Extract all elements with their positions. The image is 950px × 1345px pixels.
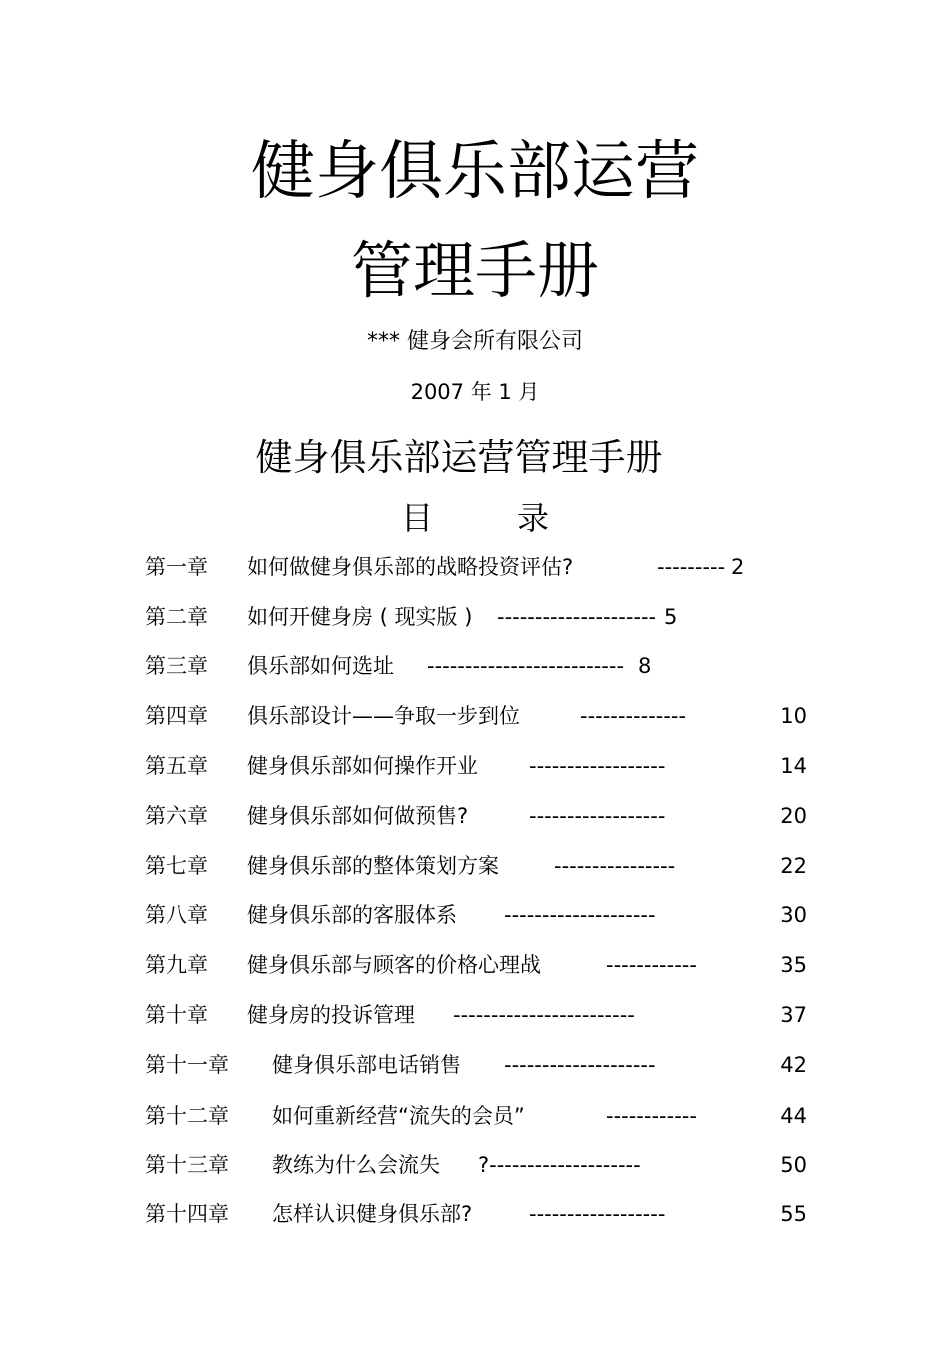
toc-leader: --------- bbox=[657, 555, 726, 579]
toc-doc-title: 健身俱乐部运营管理手册 bbox=[255, 436, 663, 479]
toc-title: 俱乐部设计——争取一步到位 bbox=[247, 704, 520, 728]
toc-chapter: 第十二章 bbox=[145, 1104, 229, 1128]
toc-entry[interactable] bbox=[0, 651, 950, 681]
toc-page: 10 bbox=[780, 704, 807, 728]
toc-title: 如何重新经营“流失的会员” bbox=[272, 1104, 525, 1128]
toc-page: 22 bbox=[780, 854, 807, 878]
toc-chapter: 第三章 bbox=[145, 654, 208, 678]
toc-page: 20 bbox=[780, 804, 807, 828]
toc-page: 35 bbox=[780, 953, 807, 977]
toc-page: 44 bbox=[780, 1104, 807, 1128]
toc-leader: ------------------ bbox=[529, 1202, 666, 1226]
toc-page: 5 bbox=[664, 605, 678, 629]
toc-page: 30 bbox=[780, 903, 807, 927]
toc-chapter: 第九章 bbox=[145, 953, 208, 977]
cover-title-line1: 健身俱乐部运营 bbox=[251, 135, 699, 209]
toc-page: 50 bbox=[780, 1153, 807, 1177]
toc-chapter: 第五章 bbox=[145, 754, 208, 778]
toc-leader: ------------ bbox=[606, 1104, 697, 1128]
toc-title: 健身俱乐部如何操作开业 bbox=[247, 754, 478, 778]
toc-entry[interactable] bbox=[0, 1199, 950, 1229]
toc-title: 健身房的投诉管理 bbox=[247, 1003, 415, 1027]
toc-chapter: 第七章 bbox=[145, 854, 208, 878]
toc-chapter: 第四章 bbox=[145, 704, 208, 728]
toc-title: 健身俱乐部与顾客的价格心理战 bbox=[247, 953, 541, 977]
company-name: *** 健身会所有限公司 bbox=[367, 329, 583, 354]
toc-title: 如何开健身房 ( 现实版 ) bbox=[247, 605, 473, 629]
toc-entry[interactable] bbox=[0, 1000, 950, 1030]
toc-entry[interactable] bbox=[0, 1150, 950, 1180]
toc-title: 健身俱乐部的客服体系 bbox=[247, 903, 457, 927]
toc-title: 教练为什么会流失 bbox=[272, 1153, 440, 1177]
toc-leader: ------------------ bbox=[529, 754, 666, 778]
toc-title: 健身俱乐部如何做预售? bbox=[247, 804, 469, 828]
toc-chapter: 第六章 bbox=[145, 804, 208, 828]
toc-leader: ------------------------ bbox=[453, 1003, 635, 1027]
toc-entry[interactable] bbox=[0, 801, 950, 831]
toc-chapter: 第十一章 bbox=[145, 1053, 229, 1077]
toc-leader: ?-------------------- bbox=[478, 1153, 641, 1177]
toc-entry[interactable] bbox=[0, 900, 950, 930]
toc-chapter: 第一章 bbox=[145, 555, 208, 579]
toc-page: 2 bbox=[731, 555, 745, 579]
toc-title: 健身俱乐部电话销售 bbox=[272, 1053, 461, 1077]
toc-entry[interactable] bbox=[0, 1050, 950, 1080]
toc-page: 8 bbox=[638, 654, 652, 678]
toc-leader: ------------------ bbox=[529, 804, 666, 828]
toc-title: 俱乐部如何选址 bbox=[247, 654, 394, 678]
toc-entry[interactable] bbox=[0, 751, 950, 781]
toc-page: 37 bbox=[780, 1003, 807, 1027]
toc-leader: --------------------- bbox=[497, 605, 657, 629]
toc-leader: ------------ bbox=[606, 953, 697, 977]
toc-leader: -------------- bbox=[580, 704, 687, 728]
toc-entry[interactable] bbox=[0, 851, 950, 881]
toc-chapter: 第十四章 bbox=[145, 1202, 229, 1226]
toc-chapter: 第十三章 bbox=[145, 1153, 229, 1177]
toc-heading-left: 目 bbox=[400, 499, 433, 537]
publish-date: 2007 年 1 月 bbox=[410, 380, 540, 404]
toc-title: 怎样认识健身俱乐部? bbox=[272, 1202, 473, 1226]
toc-leader: -------------------------- bbox=[427, 654, 625, 678]
toc-title: 健身俱乐部的整体策划方案 bbox=[247, 854, 499, 878]
cover-title-line2: 管理手册 bbox=[350, 234, 599, 307]
toc-leader: -------------------- bbox=[504, 1053, 656, 1077]
toc-entry[interactable] bbox=[0, 552, 950, 582]
toc-page: 55 bbox=[780, 1202, 807, 1226]
toc-leader: ---------------- bbox=[554, 854, 676, 878]
toc-page: 14 bbox=[780, 754, 807, 778]
toc-leader: -------------------- bbox=[504, 903, 656, 927]
toc-entry[interactable] bbox=[0, 950, 950, 980]
toc-chapter: 第二章 bbox=[145, 605, 208, 629]
toc-entry[interactable] bbox=[0, 1101, 950, 1131]
toc-chapter: 第八章 bbox=[145, 903, 208, 927]
toc-title: 如何做健身俱乐部的战略投资评估? bbox=[247, 555, 574, 579]
toc-page: 42 bbox=[780, 1053, 807, 1077]
toc-entry[interactable] bbox=[0, 701, 950, 731]
toc-chapter: 第十章 bbox=[145, 1003, 208, 1027]
toc-entry[interactable] bbox=[0, 602, 950, 632]
toc-heading-right: 录 bbox=[517, 499, 550, 537]
